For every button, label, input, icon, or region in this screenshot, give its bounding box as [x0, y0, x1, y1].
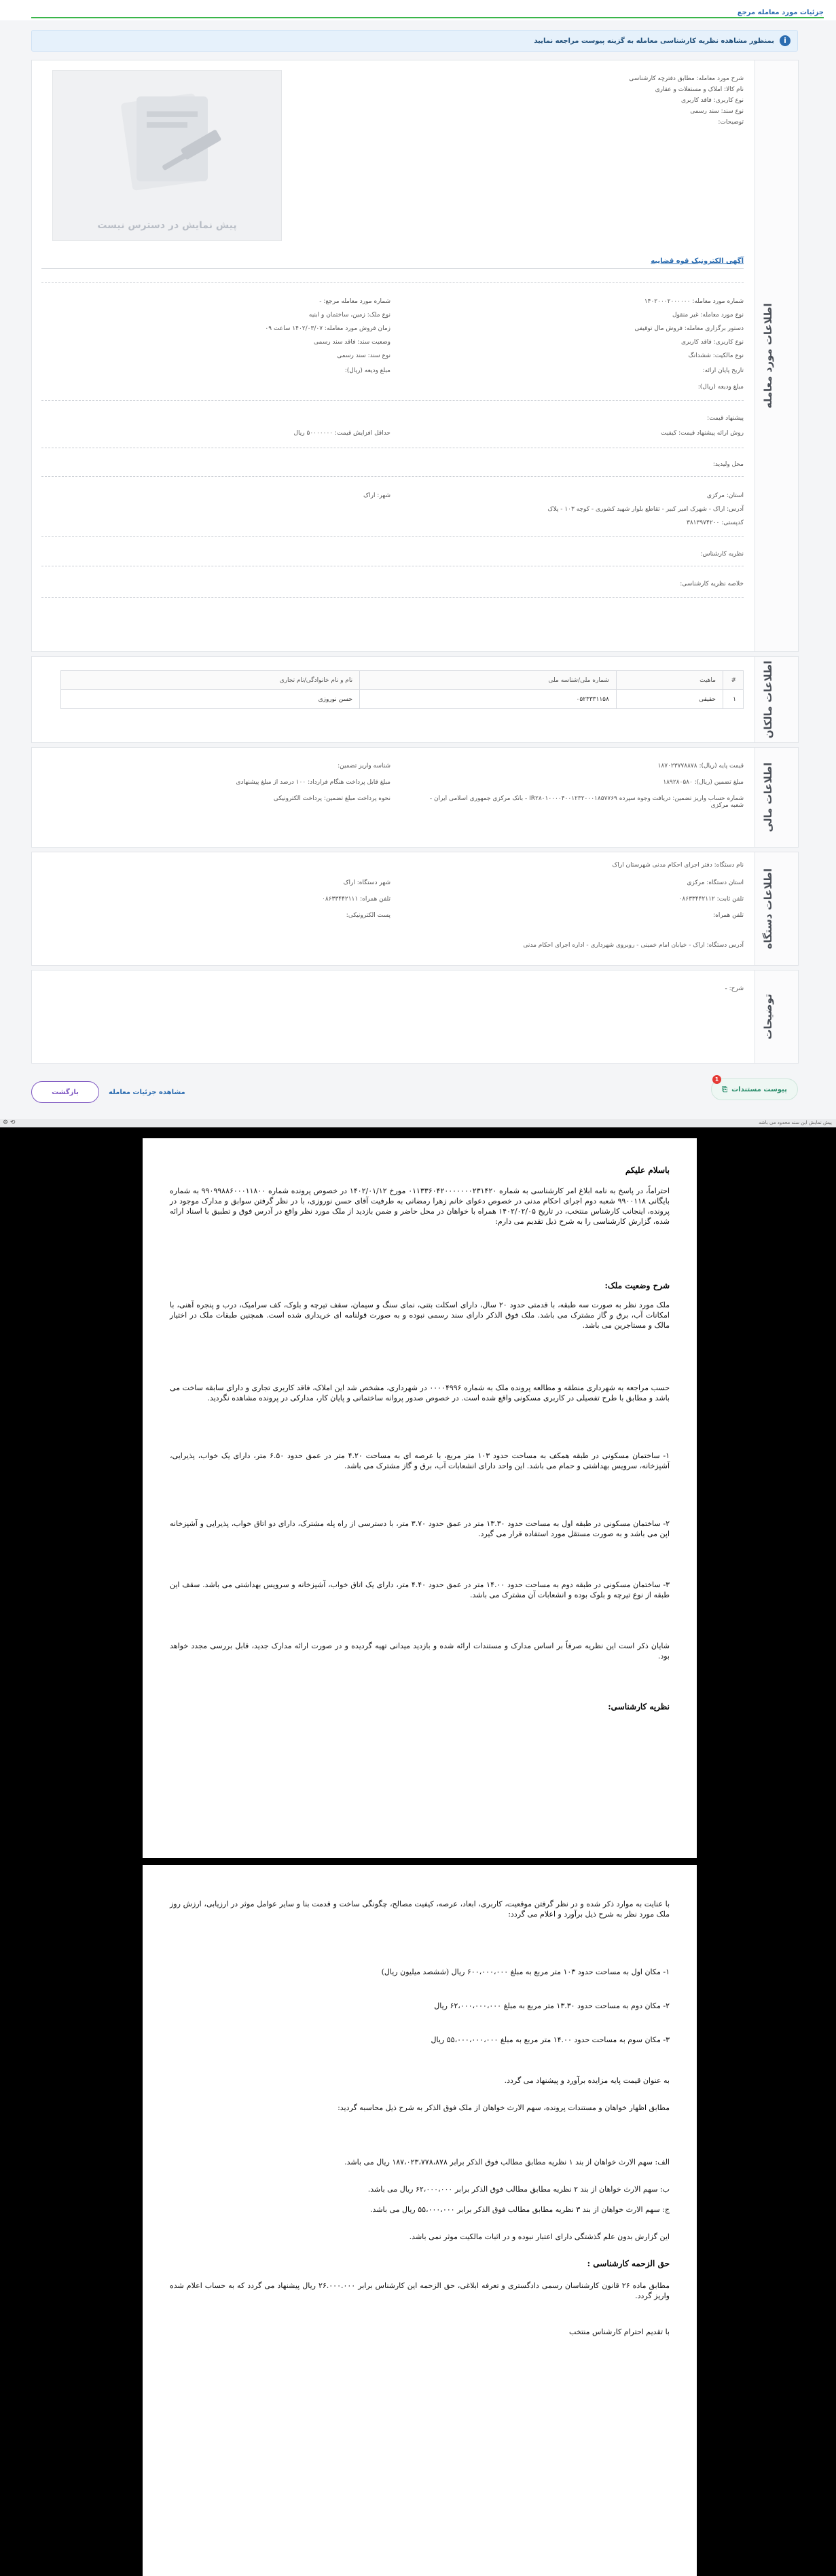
- image-preview-placeholder: [52, 70, 282, 241]
- divider: [41, 476, 744, 477]
- field-item-type: نوع مورد معامله: غیر منقول: [672, 312, 744, 319]
- field-description: شرح مورد معامله: مطابق دفترچه کارشناسی: [629, 75, 744, 82]
- divider: [41, 536, 744, 537]
- doc-paragraph: ب: سهم الارث خواهان از بند ۲ نظریه مطابق مطالب فوق الذکر برابر ۶۲،۰۰۰،۰۰۰ ریال می باشد.: [367, 2185, 670, 2194]
- field-guarantee-id: شناسه واریز تضمین:: [338, 763, 390, 769]
- preview-strip: [0, 1119, 836, 1127]
- field-desc-text: شرح: -: [725, 985, 744, 992]
- details-link[interactable]: مشاهده جزئیات معامله: [109, 1089, 185, 1096]
- cell-id: ۰۵۲۳۳۳۱۱۵۸: [360, 690, 617, 709]
- field-device-city: شهر دستگاه: اراک: [343, 879, 390, 886]
- header-accent-bar: [31, 17, 824, 18]
- doc-paragraph: با تقدیم احترام کارشناس منتخب: [569, 2327, 670, 2336]
- doc-paragraph: الف: سهم الارث خواهان از بند ۱ نظریه مطابق مطالب فوق الذکر برابر ۱۸۷،۰۲۳،۷۷۸،۸۷۸ ریال می باشد.: [344, 2158, 670, 2166]
- doc-paragraph: مطابق ماده ۲۶ قانون کارشناسان رسمی دادگستری و تعرفه ابلاغی، حق الزحمه این کارشناس برابر ۲۶.۰۰۰.۰۰۰ ریال پیشنهاد می گردد که به حساب اعلام شده واریز گردد.: [170, 2281, 670, 2300]
- gavel-document-icon: [52, 71, 281, 206]
- doc-heading: حق الزحمه کارشناسی :: [587, 2259, 670, 2268]
- section-side-label: اطلاعات مالکان: [755, 657, 798, 742]
- col-name: نام و نام خانوادگی/نام تجاری: [61, 671, 360, 690]
- field-min-increase: حداقل افزایش قیمت: ۵۰۰۰۰۰۰۰ ریال: [293, 430, 390, 437]
- field-device-email: پست الکترونیکی:: [346, 912, 390, 919]
- property-section: [31, 60, 799, 652]
- document-viewer: [0, 1127, 836, 2576]
- doc-paragraph: به عنوان قیمت پایه مزایده برآورد و پیشنهاد می گردد.: [504, 2076, 670, 2085]
- page-header: [0, 0, 836, 20]
- app-area: [0, 0, 836, 1127]
- doc-paragraph: ۲- ساختمان مسکونی در طبقه اول به مساحت حدود ۱۳.۳۰ متر در عمق حدود ۳.۷۰ متر، با دسترسی از راه پله مشترک، دارای دو اتاق خواب، پذیرایی و آشپزخانه اپن می باشد و به صورت مستقل مورد استفاده قرار می گیرد.: [170, 1519, 670, 1538]
- field-notes: توضیحات:: [718, 119, 744, 126]
- field-device-phone: تلفن ثابت: ۰۸۶۳۳۴۴۲۱۱۲: [678, 896, 744, 903]
- page-title: جزئیات مورد معامله مرجع: [737, 9, 824, 16]
- description-section: [31, 970, 799, 1064]
- doc-paragraph: ۳- ساختمان مسکونی در طبقه دوم به مساحت حدود ۱۴.۰۰ متر در عمق حدود ۴.۴۰ متر، دارای یک اتاق خواب، آشپزخانه و سرویس بهداشتی می باشد. سقف این طبقه از نوع تیرچه و بلوک بوده و انشعابات آن مشترک می باشد.: [170, 1580, 670, 1599]
- document-page-1: [143, 1138, 697, 1858]
- field-device-name: نام دستگاه: دفتر اجرای احکام مدنی شهرستان اراک: [612, 862, 744, 869]
- doc-paragraph: ۳- مکان سوم به مساحت حدود ۱۴.۰۰ متر مربع به مبلغ ۵۵،۰۰۰،۰۰۰،۰۰۰ ریال: [431, 2035, 670, 2044]
- info-icon: i: [780, 35, 790, 46]
- announcement-link[interactable]: آگهی الکترونیک قوه قضاییه: [651, 257, 744, 265]
- field-payable: مبلغ قابل پرداخت هنگام فرارداد: ۱۰۰ درصد از مبلغ پیشنهادی: [236, 779, 390, 786]
- doc-paragraph: ملک مورد نظر به صورت سه طبقه، با قدمتی حدود ۲۰ سال، دارای اسکلت بتنی، نمای سنگ و سیمان، سقف تیرچه و بلوک، کف سرامیک، درب و پنجره آهنی، با امکانات آب، برق و گاز مشترک می باشد. ملک فوق الذکر دارای سند رسمی نبوده و به صورت قولنامه ای خریداری شده است. همچنین طبقات ملک در اختیار مالک و مستاجرین می باشد.: [170, 1301, 670, 1330]
- doc-heading: نظریه کارشناسی:: [608, 1702, 670, 1711]
- cell-type: حقیقی: [616, 690, 723, 709]
- field-offer-method: روش ارائه پیشنهاد قیمت: کیفیت: [661, 430, 744, 437]
- field-end-date: تاریخ پایان ارائه:: [702, 367, 744, 374]
- section-side-label: اطلاعات مورد معامله: [755, 60, 798, 651]
- field-province: استان: مرکزی: [706, 492, 744, 499]
- field-usage-2: نوع کاربری: فاقد کاربری: [681, 339, 744, 346]
- doc-paragraph: احتراماً، در پاسخ به نامه ابلاغ امر کارشناسی به شماره ۰۱۱۳۳۶۰۴۲۰۰۰۰۰۰۰۲۳۱۴۲۰ مورخ ۱۴۰۲/۰۱/۱۲ در خصوص پرونده شماره ۹۹۰۹۹۸۸۶۰۰۰۱۱۸۰۰ به شماره بایگانی ۹۹۰۰۱۱۸ شعبه دوم اجرای احکام مدنی در خصوص دعوای خانم زهرا رمضانی به طرفیت آقای حسن نوروزی، با در نظر گرفتن سوابق و مدارک موجود در پرونده، اینجانب کارشناس منتخب، در تاریخ ۱۴۰۲/۰۲/۰۵ همراه با خواهان در محل حاضر و ضمن بازدید از ملک مورد نظر واقع در آدرس فوق و تطبیق با اسناد ارائه شده، گزارش کارشناسی را به شرح ذیل تقدیم می دارم:: [170, 1186, 670, 1226]
- field-property-kind: نوع ملک: زمین، ساختمان و ابنیه: [308, 312, 390, 319]
- field-address: آدرس: اراک - شهرک امیر کبیر - تقاطع بلوار شهید کشوری - کوچه ۱۰۳ - پلاک: [547, 506, 744, 513]
- doc-paragraph: ج: سهم الارث خواهان از بند ۳ نظریه مطابق مطالب فوق الذکر برابر ۵۵،۰۰۰،۰۰۰ ریال می باشد.: [370, 2205, 670, 2214]
- field-device-province: استان دستگاه: مرکزی: [687, 879, 744, 886]
- field-expert-opinion: نظریه کارشناس:: [700, 551, 744, 558]
- doc-paragraph: حسب مراجعه به شهرداری منطقه و مطالعه پرونده ملک به شماره ۰۰۰۰۴۹۹۶ در شهرداری، مشخص شد این املاک، فاقد کاربری تجاری و دارای سابقه ساخت می باشد و مطابق با طرح تفصیلی در کاربری مسکونی واقع شده است. در خصوص صدور پروانه ساختمانی و پایان کار، مدارکی در پرونده مشاهده نگردید.: [170, 1383, 670, 1402]
- field-city: شهر: اراک: [363, 492, 390, 499]
- attachments-badge: 1: [712, 1075, 721, 1084]
- cell-name: حسن نوروزی: [61, 690, 360, 709]
- preview-limited-text: پیش نمایش این سند محدود می باشد: [759, 1120, 832, 1125]
- doc-paragraph: این گزارش بدون علم گذشتگی دارای اعتبار نبوده و در اثبات مالکیت موثر نمی باشد.: [409, 2232, 670, 2241]
- doc-paragraph: ۲- مکان دوم به مساحت حدود ۱۳.۳۰ متر مربع به مبلغ ۶۲،۰۰۰،۰۰۰،۰۰۰ ریال: [434, 2001, 670, 2010]
- field-doc-type-2: نوع سند: سند رسمی: [337, 352, 390, 359]
- divider: [41, 400, 744, 401]
- field-ref-number: شماره مورد معامله مرجع: -: [319, 298, 390, 305]
- financial-section: [31, 747, 799, 848]
- attachments-button[interactable]: 1 ⎘ پیوست مستندات: [711, 1078, 798, 1100]
- device-section: [31, 852, 799, 966]
- col-type: ماهیت: [616, 671, 723, 690]
- section-side-label: توضیحات: [755, 970, 798, 1063]
- back-button[interactable]: بازگشت: [31, 1081, 99, 1103]
- field-expert-summary: خلاصه نظریه کارشناسی:: [680, 581, 744, 587]
- field-goods-name: نام کالا: املاک و مستغلات و عقاری: [655, 86, 744, 93]
- field-sale-time: زمان فروش مورد معامله: ۱۴۰۲/۰۳/۰۷ ساعت ۰۹: [265, 325, 390, 332]
- alert-text: بمنظور مشاهده نظریه کارشناسی معامله به گزینه پیوست مراجعه نمایید: [534, 37, 774, 45]
- divider: [41, 597, 744, 598]
- field-device-fax: تلفن همراه: ۰۸۶۳۳۴۴۲۱۱۱: [322, 896, 390, 903]
- divider: [41, 282, 744, 283]
- field-doc-type: نوع سند: سند رسمی: [690, 108, 744, 115]
- field-deposit-2: مبلغ ودیعه (ریال):: [344, 367, 390, 374]
- owners-section: [31, 656, 799, 743]
- field-usage: نوع کاربری: فاقد کاربری: [681, 97, 744, 104]
- field-device-mobile: تلفن همراه:: [713, 912, 744, 919]
- owners-table: # ماهیت شماره ملی/شناسه ملی نام و نام خانوادگی/نام تجاری ۱ حقیقی ۰۵۲۳۳۳۱۱۵۸ حسن نوروزی: [60, 670, 744, 709]
- doc-paragraph: با عنایت به موارد ذکر شده و در نظر گرفتن موقعیت، کاربری، ابعاد، عرصه، کیفیت مصالح، چگونگی ساخت و قدمت بنا و سایر عوامل موثر در ارزیابی، ارزش روز ملک مورد نظر به شرح ذیل برآورد و اعلام می گردد:: [170, 1900, 670, 1919]
- col-id: شماره ملی/شناسه ملی: [360, 671, 617, 690]
- field-payment-method: نحوه پرداخت مبلغ تضمین: پرداخت الکترونیکی: [273, 795, 390, 802]
- divider: [41, 268, 744, 269]
- field-item-number: شماره مورد معامله: ۱۴۰۲۰۰۰۲۰۰۰۰۰۰: [644, 298, 744, 305]
- info-alert: [31, 30, 798, 52]
- attachment-icon: ⎘: [722, 1085, 728, 1093]
- field-account: شماره حساب واریز تضمین: دریافت وجوه سپرده IR۲۸۰۱۰۰۰۰۴۰۰۱۲۳۲۰۰۰۱۸۵۷۷۶۹ - بانک مرکزی جمهوری اسلامی ایران - شعبه مرکزی: [429, 795, 744, 809]
- field-guarantee-amount: مبلغ تضمین (ریال): ۱۸۹۲۸۰۵۸۰: [663, 779, 744, 786]
- document-page-2: [143, 1865, 697, 2576]
- field-deposit: مبلغ ودیعه (ریال):: [697, 384, 744, 391]
- doc-paragraph: شایان ذکر است این نظریه صرفاً بر اساس مدارک و مستندات ارائه شده و بازدید میدانی تهیه گردیده و در صورت ارائه مدارک جدید، قابل بررسی مجدد خواهد بود.: [170, 1641, 670, 1661]
- section-side-label: اطلاعات دستگاه: [755, 852, 798, 965]
- doc-paragraph: ۱- مکان اول به مساحت حدود ۱۰۳ متر مربع به مبلغ ۶۰۰،۰۰۰،۰۰۰ ریال (ششصد میلیون ریال): [381, 1967, 670, 1976]
- doc-greeting: باسلام علیکم: [625, 1165, 670, 1175]
- field-offer: پیشنهاد قیمت:: [707, 415, 744, 422]
- field-doc-status: وضعیت سند: فاقد سند رسمی: [314, 339, 390, 346]
- preview-caption: پیش نمایش در دسترس نیست: [97, 220, 237, 231]
- field-ownership: نوع مالکیت: ششدانگ: [688, 352, 744, 359]
- doc-heading: شرح وضعیت ملک:: [604, 1281, 670, 1290]
- field-base-price: قیمت پایه (ریال): ۱۸۷۰۲۳۷۷۸۸۷۸: [657, 763, 744, 769]
- table-row: ۱ حقیقی ۰۵۲۳۳۳۱۱۵۸ حسن نوروزی: [61, 690, 744, 709]
- gear-icon[interactable]: ⚙ ⟲: [3, 1119, 16, 1126]
- field-postal: کدپستی: ۳۸۱۳۹۷۴۲۰۰: [687, 520, 744, 526]
- field-sale-order: دستور برگزاری معامله: فروش مال توقیفی: [634, 325, 744, 332]
- field-seizure: محل ولیدید:: [712, 461, 744, 468]
- section-side-label: اطلاعات مالی: [755, 748, 798, 847]
- field-device-address: آدرس دستگاه: اراک - خیابان امام خمینی - روبروی شهرداری - اداره اجرای احکام مدنی: [523, 942, 744, 949]
- doc-paragraph: ۱- ساختمان مسکونی در طبقه همکف به مساحت حدود ۱۰۳ متر مربع، با عرصه ای به مساحت ۴.۲۰ متر در عمق حدود ۶.۵۰ متر، دارای یک خواب، پذیرایی، آشپزخانه، سرویس بهداشتی و حمام می باشد. این واحد دارای انشعابات آب، برق و گاز مشترک می باشد.: [170, 1451, 670, 1470]
- doc-paragraph: مطابق اظهار خواهان و مستندات پرونده، سهم الارث خواهان از ملک فوق الذکر به شرح ذیل محاسبه گردید:: [338, 2103, 670, 2112]
